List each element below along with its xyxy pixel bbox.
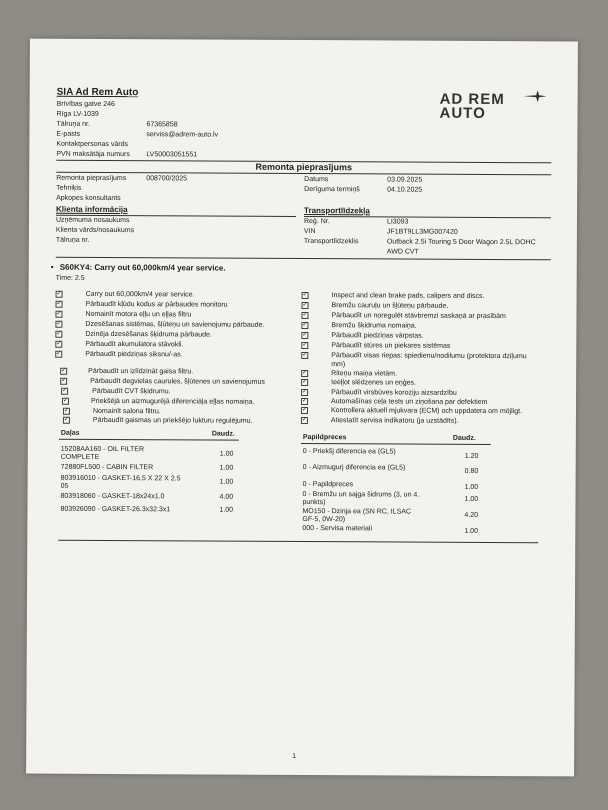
supplies-col-name: Papildpreces — [302, 434, 347, 442]
vehicle-value: Outback 2.5i Touring 5 Door Wagon 2.5L DOHC — [386, 238, 536, 247]
check-item: Pārbaudīt un izlīdzināt gaisa filtru. — [88, 367, 194, 376]
company-contact-label: Kontaktpersonas vārds — [56, 140, 129, 149]
checkbox-icon: ✓ — [56, 330, 62, 337]
supply-qty: 1.00 — [464, 527, 478, 535]
check-item: Riteņu maiņa vietām. — [331, 370, 397, 378]
client-name-label: Klienta vārds/nosaukums — [55, 226, 135, 235]
logo-star-icon — [522, 89, 548, 103]
company-email-label: E-pasts — [56, 130, 81, 138]
check-item: Ieeļļot slēdzenes un eņģes. — [331, 379, 416, 387]
company-email-value: serviss@adrem-auto.lv — [146, 131, 219, 139]
check-item: Pārbaudīt akumulatora stāvokli. — [85, 340, 184, 349]
company-vat-value: LV50003051551 — [146, 151, 198, 159]
company-address-line2: Rīga LV-1039 — [56, 110, 99, 118]
checkbox-icon: ✓ — [302, 389, 308, 396]
checkbox-icon: ✓ — [302, 398, 308, 405]
request-number: 008700/2025 — [146, 175, 188, 183]
part-qty: 1.00 — [219, 464, 234, 472]
checkbox-icon: ✓ — [62, 387, 68, 394]
part-name: 803918060 - GASKET-18x24x1.0 — [60, 492, 165, 501]
job-time: Time: 2.5 — [55, 274, 85, 282]
supply-name-cont: punkts) — [302, 499, 326, 507]
date-label: Datums — [304, 176, 329, 184]
parts-header-rule — [59, 439, 239, 441]
company-phone-label: Tālruņa nr. — [56, 120, 90, 128]
check-item: Dzinēja dzesēšanas šķidruma pārbaude. — [85, 330, 212, 339]
part-name: 803916010 - GASKET-16,5 X 22 X 2.5 — [60, 474, 181, 483]
supply-name-cont: GF-5, 0W-20) — [302, 516, 346, 524]
check-item: Priekšējā un aizmugurējā diferenciāļa eļļas nomaiņa. — [91, 397, 255, 406]
check-item: Nomainīt salona filtru. — [92, 407, 161, 416]
check-item: Pārbaudīt CVT šķidrumu. — [92, 387, 171, 396]
company-name: SIA Ad Rem Auto — [56, 86, 139, 99]
check-item: Carry out 60,000km/4 year service. — [85, 290, 195, 299]
document-page — [26, 39, 578, 777]
reg-number-label: Reģ. Nr. — [303, 218, 330, 226]
valid-until-value: 04.10.2025 — [387, 186, 423, 194]
supply-name: 0 - Papildpreces — [302, 481, 354, 489]
check-item: Pārbaudīt gaismas un priekšējo lukturu regulējumu. — [92, 416, 253, 425]
company-phone-value: 67365858 — [146, 121, 178, 129]
part-name: 15208AA160 - OIL FILTER — [60, 445, 145, 454]
part-name: 803926090 - GASKET-26.3x32.3x1 — [60, 505, 171, 514]
supply-name: 0 - Aizmugurj diferencia ea (GL5) — [302, 464, 406, 472]
checkbox-icon: ✓ — [61, 377, 67, 384]
company-address-line1: Brīvības gatve 246 — [56, 100, 115, 109]
supply-qty: 0.80 — [464, 467, 479, 475]
check-item: Pārbaudīt stūres un piekares sistēmas — [331, 342, 451, 350]
parts-col-qty: Daudz. — [211, 430, 235, 438]
check-item: Pārbaudīt degvielas caurules, šļūtenes un savienojumus — [90, 377, 265, 386]
doc-title: Remonta pieprasījums — [255, 161, 353, 173]
supply-name: 0 - Bremžu un sajga šidrums (3, un 4. — [302, 491, 420, 499]
vin-label: VIN — [303, 228, 316, 236]
check-item-cont: mm) — [331, 361, 346, 369]
check-item: Bremžu šķidruma nomaiņa. — [331, 322, 417, 330]
checkbox-icon: ✓ — [63, 397, 69, 404]
company-vat-label: PVN maksātāja numurs — [56, 150, 130, 159]
part-name-cont: COMPLETE — [60, 453, 100, 461]
supply-qty: 1.20 — [464, 452, 479, 460]
checkbox-icon: ✓ — [56, 320, 62, 327]
check-item: Atiestatīt servisa indikatoru (ja uzstādīts). — [330, 417, 459, 425]
check-item: Pārbaudīt virsbūves koroziju aizsardzību — [331, 389, 457, 397]
supply-name: 000 - Servisa materiali — [302, 525, 373, 533]
check-item: Pārbaudīt un noregulēt stāvbremzi saskaņā ar prasībām — [331, 312, 506, 321]
check-item: Nomainīt motora eļļu un eļļas filtru — [85, 310, 192, 319]
checkbox-icon: ✓ — [63, 416, 69, 423]
part-name-cont: 05 — [60, 482, 69, 490]
check-item: Kontrollera aktuell mjukvara (ECM) och uppdatera om möjligt. — [330, 407, 523, 416]
checkbox-icon: ✓ — [302, 322, 308, 329]
date-value: 03.09.2025 — [387, 176, 423, 184]
checkbox-icon: ✓ — [61, 367, 67, 374]
checkbox-icon: ✓ — [56, 310, 62, 317]
tables-bottom-rule — [58, 540, 538, 544]
check-item: Pārbaudīt kļūdu kodus ar pārbaudes monitoru — [85, 300, 228, 309]
check-item: Automašīnas ceļa tests un ziņošana par defektiem — [331, 398, 488, 406]
vehicle-section-title: Transportlīdzekļa — [304, 206, 370, 216]
job-title: S60KY4: Carry out 60,000km/4 year service. — [59, 262, 226, 273]
checkbox-icon: ✓ — [63, 407, 70, 414]
vehicle-rule — [304, 216, 551, 218]
client-company-label: Uzņēmuma nosaukums — [55, 216, 130, 225]
supply-qty: 1.00 — [464, 495, 479, 503]
checkbox-icon: ✓ — [302, 302, 308, 309]
consultant-label: Apkopes konsultants — [56, 194, 121, 203]
check-item: Inspect and clean brake pads, calipers and discs. — [331, 292, 485, 300]
technician-label: Tehniķis — [56, 184, 82, 192]
checkbox-icon: ✓ — [301, 407, 308, 414]
checkbox-icon: ✓ — [56, 350, 62, 357]
section-rule — [56, 257, 551, 261]
valid-until-label: Derīguma termiņš — [304, 186, 360, 194]
check-item: Pārbaudīt visas riepas: spiedienu/nodilumu (protektora dziļumu — [331, 352, 527, 361]
vehicle-value-cont: AWD CVT — [386, 248, 419, 256]
supply-qty: 1.00 — [464, 483, 479, 491]
checkbox-icon: ✓ — [56, 290, 62, 297]
job-bullet: • — [50, 262, 54, 272]
checkbox-icon: ✓ — [302, 332, 308, 339]
supplies-header-rule — [301, 443, 491, 445]
checkbox-icon: ✓ — [56, 300, 62, 307]
checkbox-icon: ✓ — [302, 292, 308, 299]
part-qty: 1.00 — [219, 506, 234, 514]
checkbox-icon: ✓ — [302, 379, 308, 386]
supply-qty: 4.20 — [464, 511, 479, 519]
check-item: Dzesēšanas sistēmas, šļūteņu un savienojumu pārbaude. — [85, 320, 265, 329]
page-number: 1 — [292, 752, 297, 760]
part-name: 72880FL500 - CABIN FILTER — [60, 463, 154, 472]
check-item: Pārbaudīt piedziņas siksnu/-as. — [85, 350, 183, 359]
part-qty: 4.00 — [219, 493, 234, 501]
check-item: Pārbaudīt piedziņas vārpstas. — [331, 332, 424, 340]
client-section-title: Klienta informācija — [56, 204, 128, 215]
checkbox-icon: ✓ — [302, 342, 308, 349]
checkbox-icon: ✓ — [301, 416, 307, 424]
logo-line2: AUTO — [439, 104, 486, 122]
part-qty: 1.00 — [219, 450, 234, 458]
parts-col-name: Daļas — [60, 429, 80, 437]
vehicle-label: Transportlīdzeklis — [303, 238, 359, 246]
logo-line1: AD REM — [439, 90, 505, 109]
check-item: Bremžu cauruļu un šļūteņu pārbaude. — [331, 302, 449, 310]
checkbox-icon: ✓ — [56, 340, 62, 347]
supplies-col-qty: Daudz. — [452, 434, 476, 442]
part-qty: 1.00 — [219, 478, 234, 486]
checkbox-icon: ✓ — [302, 370, 308, 377]
request-label: Remonta pieprasījums — [56, 174, 127, 183]
checkbox-icon: ✓ — [302, 352, 308, 359]
checkbox-icon: ✓ — [302, 312, 308, 319]
vin-value: JF1BT9LL3MG007420 — [386, 228, 458, 236]
company-logo — [439, 91, 549, 132]
reg-number-value: LI3093 — [386, 218, 409, 226]
client-phone-label: Tālruņa nr. — [55, 236, 90, 244]
supply-name: MO150 - Dzinja ea (SN RC, ILSAC — [302, 508, 412, 516]
supply-name: 0 - Priekšj diferencia ea (GL5) — [302, 448, 396, 456]
